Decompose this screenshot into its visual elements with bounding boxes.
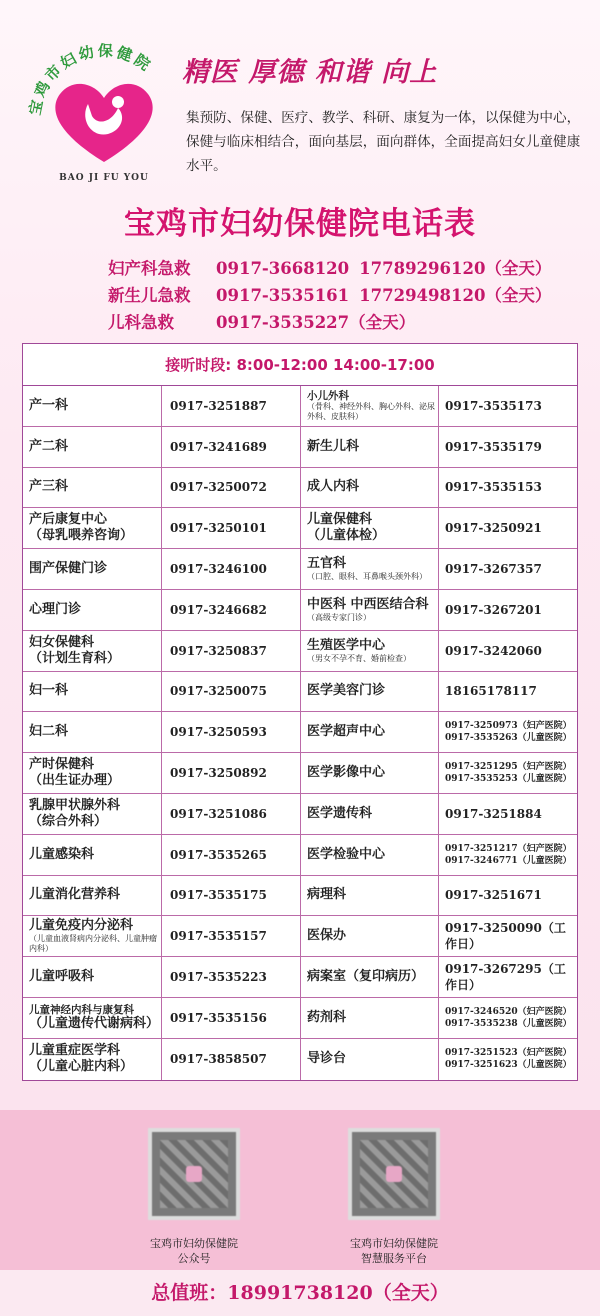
phone-number[interactable]: 0917-3267357 bbox=[445, 562, 542, 577]
phone-cell bbox=[162, 712, 301, 752]
phone-number[interactable]: 0917-3250837 bbox=[170, 643, 267, 658]
dept-name: 妇女保健科 bbox=[29, 634, 95, 650]
slogan: 精医 厚德 和谐 向上 bbox=[182, 57, 438, 88]
phone-number[interactable]: 0917-3535153 bbox=[445, 480, 542, 495]
phone-number[interactable]: 0917-3250892 bbox=[170, 766, 267, 781]
dept-name: 医学遗传科 bbox=[307, 805, 373, 821]
dept-cell bbox=[301, 427, 439, 467]
dept-name: 药剂科 bbox=[307, 1009, 347, 1025]
dept-cell bbox=[23, 876, 162, 916]
phone-number[interactable]: 0917-3246771（儿童医院） bbox=[445, 855, 572, 866]
dept-cell bbox=[301, 549, 439, 589]
phone-cell bbox=[162, 753, 301, 793]
table-row bbox=[23, 468, 577, 509]
phone-number[interactable]: 0917-3246100 bbox=[170, 562, 267, 577]
dept-cell bbox=[23, 631, 162, 671]
dept-cell bbox=[301, 386, 439, 426]
qr-band bbox=[0, 1110, 600, 1270]
phone-number[interactable]: 0917-3251217（妇产医院） bbox=[445, 843, 572, 854]
phone-number[interactable]: 0917-3535156 bbox=[170, 1010, 267, 1025]
phone-cell bbox=[162, 1039, 301, 1080]
phone-cell bbox=[162, 549, 301, 589]
phone-cell bbox=[162, 794, 301, 834]
dept-cell bbox=[23, 998, 162, 1038]
phone-cell bbox=[439, 386, 576, 426]
phone-number[interactable]: 0917-3250072 bbox=[170, 480, 267, 495]
dept-cell bbox=[301, 590, 439, 630]
phone-number[interactable]: 0917-3535263（儿童医院） bbox=[445, 733, 572, 744]
phone-cell bbox=[439, 753, 576, 793]
table-row bbox=[23, 957, 577, 998]
phone-cell bbox=[439, 590, 576, 630]
dept-cell bbox=[23, 835, 162, 875]
dept-note: （综合外科） bbox=[29, 813, 108, 829]
phone-number[interactable]: 0917-3250101 bbox=[170, 521, 267, 536]
phone-number[interactable]: 0917-3246520（妇产医院） bbox=[445, 1006, 572, 1017]
phone-number[interactable]: 0917-3535157 bbox=[170, 929, 267, 944]
qr-caption-line: 公众号 bbox=[177, 1252, 211, 1265]
emergency-row bbox=[108, 282, 551, 309]
dept-name: 儿童神经内科与康复科 bbox=[29, 1003, 134, 1016]
dept-note: （儿童心脏内科） bbox=[29, 1059, 134, 1075]
dept-name: 妇一科 bbox=[29, 683, 69, 699]
emergency-lines bbox=[108, 255, 551, 336]
phone-cell bbox=[439, 468, 576, 508]
table-row bbox=[23, 916, 577, 957]
emergency-number[interactable]: 0917-3668120 bbox=[216, 259, 350, 278]
phone-number[interactable]: 0917-3251523（妇产医院） bbox=[445, 1048, 572, 1059]
dept-name: 产后康复中心 bbox=[29, 512, 108, 528]
phone-cell bbox=[162, 876, 301, 916]
phone-cell bbox=[162, 468, 301, 508]
emergency-label: 新生儿急救 bbox=[108, 286, 191, 305]
phone-cell bbox=[439, 957, 576, 997]
phone-cell bbox=[439, 876, 576, 916]
emergency-number[interactable]: 0917-3535161 bbox=[216, 286, 350, 305]
phone-number[interactable]: 0917-3250973（妇产医院） bbox=[445, 721, 572, 732]
phone-number[interactable]: 0917-3250090（工作日） bbox=[445, 921, 566, 952]
phone-number[interactable]: 0917-3535238（儿童医院） bbox=[445, 1018, 572, 1029]
phone-number[interactable]: 18165178117 bbox=[445, 684, 537, 699]
dept-note: （男女不孕不育、婚前检查） bbox=[307, 653, 411, 663]
dept-name: 医保办 bbox=[307, 928, 347, 944]
dept-name: 儿童免疫内分泌科 bbox=[29, 918, 134, 934]
dept-note: （儿童血液肾病内分泌科、儿童肿瘤内科） bbox=[29, 934, 157, 954]
dept-cell bbox=[23, 1039, 162, 1080]
emergency-row bbox=[108, 255, 551, 282]
phone-number[interactable]: 0917-3241689 bbox=[170, 439, 267, 454]
svg-text:BAO JI FU YOU: BAO JI FU YOU bbox=[59, 173, 149, 183]
table-row bbox=[23, 794, 577, 835]
dept-cell bbox=[23, 427, 162, 467]
dept-name: 产时保健科 bbox=[29, 757, 95, 773]
phone-cell bbox=[162, 386, 301, 426]
dept-name: 乳腺甲状腺外科 bbox=[29, 797, 121, 813]
office-hours: 接听时段: 8:00-12:00 14:00-17:00 bbox=[23, 344, 577, 386]
dept-cell bbox=[301, 753, 439, 793]
dept-note: （骨科、神经外科、胸心外科、泌尿外科、皮肤科） bbox=[307, 401, 435, 421]
dept-name: 产一科 bbox=[29, 397, 69, 413]
dept-cell bbox=[301, 916, 439, 956]
dept-note: （口腔、眼科、耳鼻喉头颈外科） bbox=[307, 572, 427, 582]
qr-code-icon[interactable] bbox=[348, 1128, 440, 1220]
dept-cell bbox=[301, 794, 439, 834]
emergency-label: 儿科急救 bbox=[108, 313, 174, 332]
table-row bbox=[23, 631, 577, 672]
dept-cell bbox=[301, 468, 439, 508]
phone-number[interactable]: 0917-3250593 bbox=[170, 725, 267, 740]
table-row bbox=[23, 835, 577, 876]
intro-text: 集预防、保健、医疗、教学、科研、康复为一体，以保健为中心，保健与临床相结合，面向基层，面向群体，全面提高妇女儿童健康水平。 bbox=[186, 110, 581, 174]
dept-cell bbox=[23, 712, 162, 752]
dept-name: 医学影像中心 bbox=[307, 765, 386, 781]
emergency-number[interactable]: 17789296120（全天） bbox=[359, 259, 552, 278]
phone-number[interactable]: 0917-3535175 bbox=[170, 888, 267, 903]
phone-number[interactable]: 0917-3250075 bbox=[170, 684, 267, 699]
phone-cell bbox=[162, 916, 301, 956]
dept-cell bbox=[301, 712, 439, 752]
dept-note: （母乳喂养咨询） bbox=[29, 528, 134, 544]
phone-cell bbox=[162, 508, 301, 548]
phone-number[interactable]: 0917-3251295（妇产医院） bbox=[445, 762, 572, 773]
phone-number[interactable]: 0917-3251671 bbox=[445, 888, 542, 903]
dept-note: （高级专家门诊） bbox=[307, 612, 371, 622]
dept-cell bbox=[23, 753, 162, 793]
table-row bbox=[23, 876, 577, 917]
dept-cell bbox=[301, 631, 439, 671]
dept-cell bbox=[301, 1039, 439, 1080]
emergency-number[interactable]: 0917-3535227（全天） bbox=[216, 313, 416, 332]
qr-caption bbox=[319, 1236, 469, 1266]
dept-cell bbox=[301, 835, 439, 875]
table-row bbox=[23, 672, 577, 713]
dept-cell bbox=[23, 508, 162, 548]
phone-number[interactable]: 0917-3242060 bbox=[445, 643, 542, 658]
phone-number[interactable]: 0917-3858507 bbox=[170, 1052, 267, 1067]
dept-cell bbox=[23, 468, 162, 508]
phone-number[interactable]: 0917-3535173 bbox=[445, 398, 542, 413]
table-body bbox=[23, 386, 577, 1080]
phone-cell bbox=[439, 998, 576, 1038]
dept-name: 妇二科 bbox=[29, 724, 69, 740]
table-row bbox=[23, 386, 577, 427]
table-row bbox=[23, 427, 577, 468]
emergency-number[interactable]: 17729498120（全天） bbox=[359, 286, 552, 305]
dept-cell bbox=[23, 672, 162, 712]
qr-caption-line: 宝鸡市妇幼保健院 bbox=[350, 1237, 438, 1250]
phone-number[interactable]: 0917-3250921 bbox=[445, 521, 542, 536]
phone-cell bbox=[439, 712, 576, 752]
dept-name: 生殖医学中心 bbox=[307, 637, 386, 653]
phone-number[interactable]: 0917-3251887 bbox=[170, 398, 267, 413]
dept-cell bbox=[23, 957, 162, 997]
qr-code-icon[interactable] bbox=[148, 1128, 240, 1220]
phone-cell bbox=[439, 631, 576, 671]
dept-cell bbox=[23, 549, 162, 589]
phone-cell bbox=[162, 957, 301, 997]
phone-cell bbox=[162, 631, 301, 671]
dept-name: 围产保健门诊 bbox=[29, 561, 108, 577]
dept-name: 中医科 中西医结合科 bbox=[307, 596, 429, 612]
phone-cell bbox=[162, 672, 301, 712]
dept-note: （儿童体检） bbox=[307, 528, 386, 544]
qr-caption bbox=[119, 1236, 269, 1266]
phone-table bbox=[22, 343, 578, 1081]
phone-number[interactable]: 0917-3267295（工作日） bbox=[445, 962, 566, 993]
svg-text:宝鸡市妇幼保健院: 宝鸡市妇幼保健院 bbox=[25, 41, 156, 117]
table-row bbox=[23, 549, 577, 590]
dept-name: 医学超声中心 bbox=[307, 724, 386, 740]
dept-cell bbox=[301, 957, 439, 997]
dept-name: 儿童感染科 bbox=[29, 846, 95, 862]
dept-name: 病案室（复印病历） bbox=[307, 969, 425, 985]
phone-cell bbox=[439, 508, 576, 548]
table-row bbox=[23, 753, 577, 794]
phone-cell bbox=[162, 835, 301, 875]
dept-name: 医学检验中心 bbox=[307, 846, 386, 862]
page-title: 宝鸡市妇幼保健院电话表 bbox=[124, 206, 476, 242]
dept-name: 五官科 bbox=[307, 556, 347, 572]
dept-name: 医学美容门诊 bbox=[307, 683, 386, 699]
phone-cell bbox=[439, 916, 576, 956]
table-row bbox=[23, 590, 577, 631]
phone-cell bbox=[162, 998, 301, 1038]
phone-number[interactable]: 0917-3535179 bbox=[445, 439, 542, 454]
emergency-label: 妇产科急救 bbox=[108, 259, 191, 278]
emergency-row bbox=[108, 309, 551, 336]
dept-name: 儿童重症医学科 bbox=[29, 1043, 121, 1059]
phone-cell bbox=[162, 427, 301, 467]
dept-cell bbox=[301, 998, 439, 1038]
phone-number[interactable]: 0917-3251884 bbox=[445, 806, 542, 821]
dept-cell bbox=[301, 672, 439, 712]
dept-cell bbox=[23, 794, 162, 834]
dept-name: 小儿外科 bbox=[307, 389, 349, 402]
dept-name: 儿童保健科 bbox=[307, 512, 373, 528]
dept-name: 成人内科 bbox=[307, 479, 360, 495]
heart-logo-icon bbox=[18, 34, 188, 184]
qr-caption-line: 宝鸡市妇幼保健院 bbox=[150, 1237, 238, 1250]
phone-number[interactable]: 0917-3267201 bbox=[445, 602, 542, 617]
table-row bbox=[23, 712, 577, 753]
dept-name: 产三科 bbox=[29, 479, 69, 495]
dept-note: （出生证办理） bbox=[29, 773, 121, 789]
duty-hotline[interactable]: 总值班：18991738120（全天） bbox=[0, 1270, 600, 1316]
dept-name: 产二科 bbox=[29, 438, 69, 454]
dept-cell bbox=[23, 916, 162, 956]
qr-caption-line: 智慧服务平台 bbox=[361, 1252, 427, 1265]
phone-cell bbox=[439, 794, 576, 834]
phone-cell bbox=[439, 672, 576, 712]
phone-number[interactable]: 0917-3251086 bbox=[170, 806, 267, 821]
phone-number[interactable]: 0917-3535253（儿童医院） bbox=[445, 774, 572, 785]
phone-number[interactable]: 0917-3535223 bbox=[170, 970, 267, 985]
dept-cell bbox=[301, 876, 439, 916]
phone-number[interactable]: 0917-3246682 bbox=[170, 602, 267, 617]
dept-name: 新生儿科 bbox=[307, 438, 360, 454]
table-row bbox=[23, 1039, 577, 1080]
phone-cell bbox=[439, 835, 576, 875]
dept-name: 病理科 bbox=[307, 887, 347, 903]
table-row bbox=[23, 508, 577, 549]
phone-cell bbox=[439, 1039, 576, 1080]
phone-number[interactable]: 0917-3535265 bbox=[170, 847, 267, 862]
dept-cell bbox=[301, 508, 439, 548]
dept-note: （儿童遗传代谢病科） bbox=[29, 1015, 160, 1031]
phone-cell bbox=[162, 590, 301, 630]
phone-cell bbox=[439, 549, 576, 589]
phone-cell bbox=[439, 427, 576, 467]
dept-name: 心理门诊 bbox=[29, 601, 82, 617]
dept-name: 导诊台 bbox=[307, 1051, 347, 1067]
dept-name: 儿童呼吸科 bbox=[29, 969, 95, 985]
phone-number[interactable]: 0917-3251623（儿童医院） bbox=[445, 1060, 572, 1071]
hospital-logo bbox=[18, 34, 188, 184]
dept-note: （计划生育科） bbox=[29, 650, 121, 666]
dept-cell bbox=[23, 590, 162, 630]
dept-cell bbox=[23, 386, 162, 426]
dept-name: 儿童消化营养科 bbox=[29, 887, 121, 903]
table-row bbox=[23, 998, 577, 1039]
